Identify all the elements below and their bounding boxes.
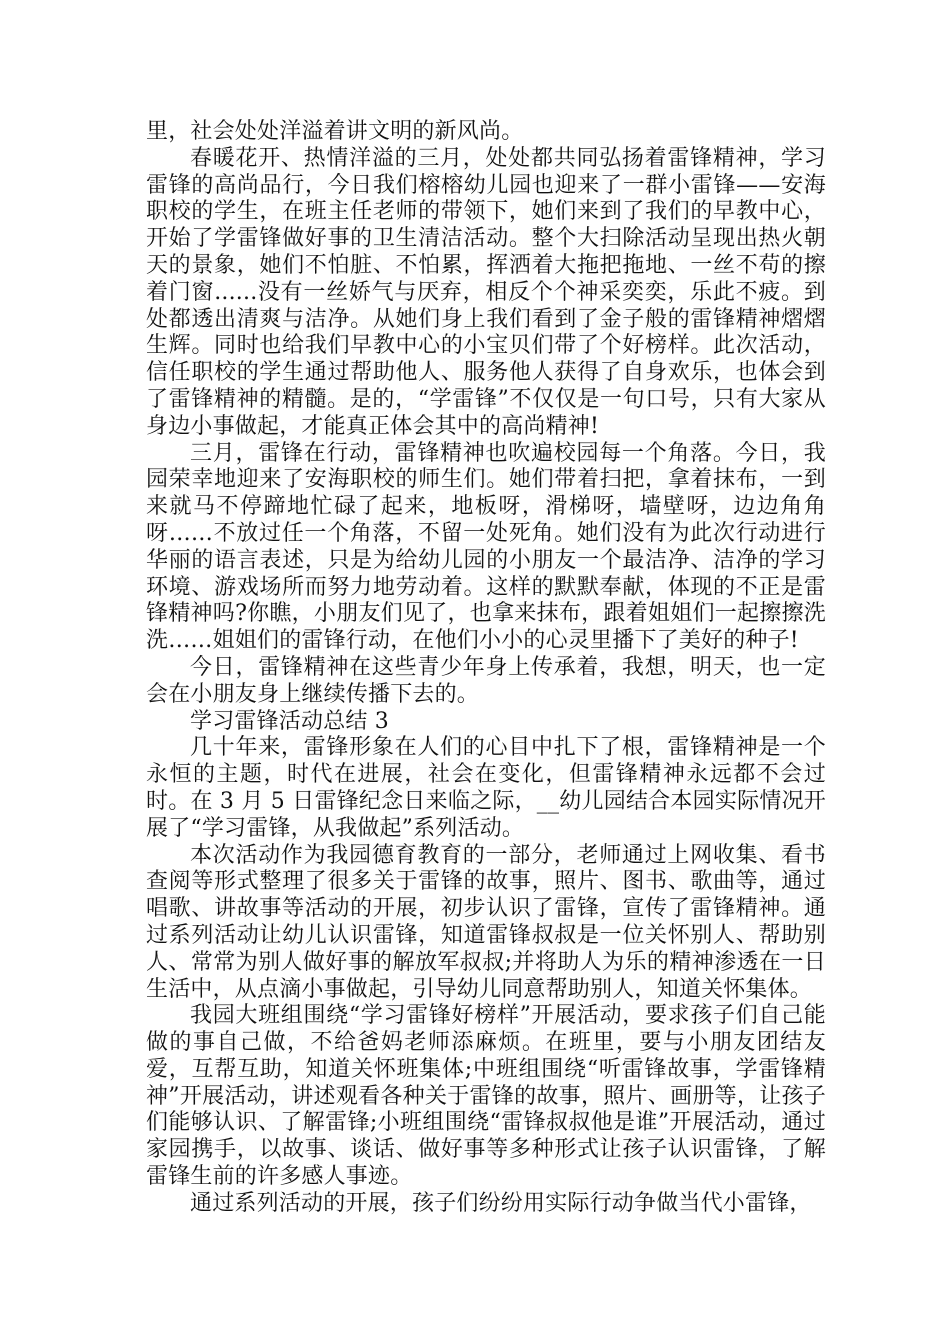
paragraph-march-action: 三月，雷锋在行动，雷锋精神也吹遍校园每一个角落。今日，我园荣幸地迎来了安海职校的师生们。她们带着扫把，拿着抹布，一到来就马不停蹄地忙碌了起来，地板呀，滑梯呀，墙壁呀，边边角角呀……不放过任一个角落，不留一处死角。她们没有为此次行动进行华丽的语言表述，只是为给幼儿园的小朋友一个最洁净、洁净的学习环境、游戏场所而努力地劳动着。这样的默默奉献，体现的不正是雷锋精神吗?你瞧，小朋友们见了，也拿来抹布，跟着姐姐们一起擦擦洗洗……姐姐们的雷锋行动，在他们小小的心灵里播下了美好的种子! (146, 440, 826, 654)
paragraph-class-groups: 我园大班组围绕“学习雷锋好榜样”开展活动，要求孩子们自己能做的事自己做，不给爸妈老师添麻烦。在班里，要与小朋友团结友爱，互帮互助，知道关怀班集体;中班组围绕“听雷锋故事，学雷锋精神”开展活动，讲述观看各种关于雷锋的故事，照片、画册等，让孩子们能够认识、了解雷锋;小班组围绕“雷锋叔叔他是谁”开展活动，通过家园携手，以故事、谈话、做好事等多种形式让孩子认识雷锋，了解雷锋生前的许多感人事迹。 (146, 1003, 826, 1190)
paragraph-decades: 几十年来，雷锋形象在人们的心目中扎下了根，雷锋精神是一个永恒的主题，时代在进展，社会在变化，但雷锋精神永远都不会过时。在 3 月 5 日雷锋纪念日来临之际，__幼儿园结合本园实际情况开展了“学习雷锋，从我做起”系列活动。 (146, 735, 826, 841)
paragraph-continuation: 里，社会处处洋溢着讲文明的新风尚。 (146, 119, 524, 144)
paragraph-moral-education: 本次活动作为我园德育教育的一部分，老师通过上网收集、看书查阅等形式整理了很多关于雷锋的故事，照片、图书、歌曲等，通过唱歌、讲故事等活动的开展，初步认识了雷锋，宣传了雷锋精神。通过系列活动让幼儿认识雷锋，知道雷锋叔叔是一位关怀别人、帮助别人、常常为别人做好事的解放军叔叔;并将助人为乐的精神渗透在一日生活中，从点滴小事做起，引导幼儿同意帮助别人，知道关怀集体。 (146, 842, 826, 1002)
paragraph-conclusion: 通过系列活动的开展，孩子们纷纷用实际行动争做当代小雷锋， (190, 1190, 812, 1216)
section-title: 学习雷锋活动总结 3 (190, 708, 389, 734)
paragraph-today: 今日，雷锋精神在这些青少年身上传承着，我想，明天，也一定会在小朋友身上继续传播下去的。 (146, 654, 826, 707)
document-body (146, 119, 826, 1218)
paragraph-spring-activity: 春暖花开、热情洋溢的三月，处处都共同弘扬着雷锋精神，学习雷锋的高尚品行，今日我们榕榕幼儿园也迎来了一群小雷锋——安海职校的学生，在班主任老师的带领下，她们来到了我们的早教中心，开始了学雷锋做好事的卫生清洁活动。整个大扫除活动呈现出热火朝天的景象，她们不怕脏、不怕累，挥洒着大拖把拖地、一丝不苟的擦着门窗......没有一丝娇气与厌弃，相反个个神采奕奕，乐此不疲。到处都透出清爽与洁净。从她们身上我们看到了金子般的雷锋精神熠熠生辉。同时也给我们早教中心的小宝贝们带了个好榜样。此次活动，信任职校的学生通过帮助他人、服务他人获得了自身欢乐，也体会到了雷锋精神的精髓。是的，“学雷锋”不仅仅是一句口号，只有大家从身边小事做起，才能真正体会其中的高尚精神! (146, 145, 826, 439)
